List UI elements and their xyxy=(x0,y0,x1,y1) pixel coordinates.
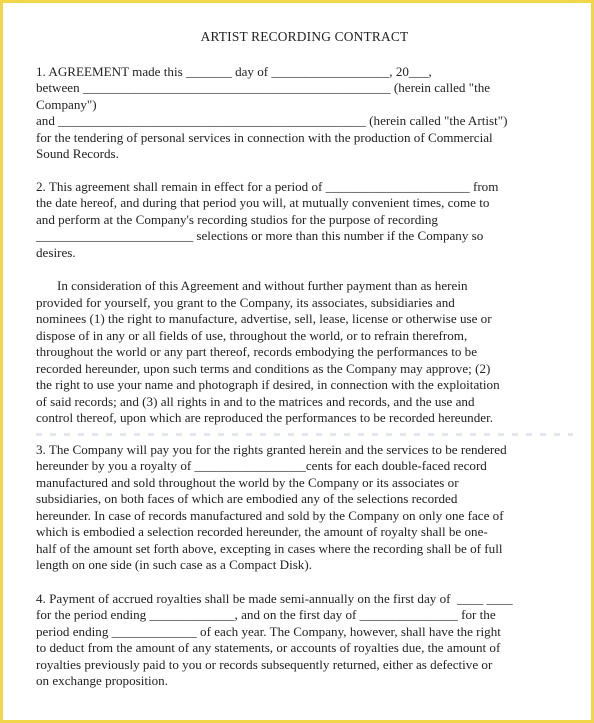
text-line: between _______________________________________________ (herein called "the xyxy=(36,80,491,95)
text-line: half of the amount set forth above, excepting in cases where the recording shall be of full xyxy=(36,540,503,556)
text-line: 4. Payment of accrued royalties shall be made semi-annually on the first day of ____ ____ xyxy=(36,590,513,606)
text-line: to deduct from the amount of any statements, or accounts of royalties due, the amount of xyxy=(36,640,501,655)
text-line: length on one side (in such case as a Compact Disk). xyxy=(36,557,312,572)
scan-artifact-divider xyxy=(36,433,573,436)
text-line: 1. AGREEMENT made this _______ day of __________________, 20___, xyxy=(36,63,432,79)
text-line: the date hereof, and during that period you will, at mutually convenient times, come to xyxy=(36,195,490,210)
text-line: 3. The Company will pay you for the rights granted herein and the services to be rendered xyxy=(36,441,507,457)
section-term xyxy=(36,179,573,262)
document-title: ARTIST RECORDING CONTRACT xyxy=(200,29,409,44)
text-line: and perform at the Company's recording studios for the purpose of recording xyxy=(36,211,438,227)
text-line: control thereof, upon which are reproduced the performances to be recorded hereunder. xyxy=(36,410,493,425)
section-payment xyxy=(36,591,573,690)
text-line: hereunder by you a royalty of _________________cents for each double-faced record xyxy=(36,458,487,473)
text-line: for the tendering of personal services in connection with the production of Commercial xyxy=(36,129,493,145)
text-line: recorded hereunder, upon such terms and conditions as the Company may approve; (2) xyxy=(36,360,491,376)
text-line: and _______________________________________________ (herein called "the Artist") xyxy=(36,113,508,128)
text-line: dispose of in any or all fields of use, throughout the world, or to refrain therefrom, xyxy=(36,327,468,343)
text-line: desires. xyxy=(36,244,76,260)
text-line: on exchange proposition. xyxy=(36,673,168,688)
text-line: In consideration of this Agreement and without further payment than as herein xyxy=(57,278,468,293)
text-line: royalties previously paid to you or records subsequently returned, either as defective or xyxy=(36,656,493,672)
contract-page xyxy=(3,3,591,720)
text-line: provided for yourself, you grant to the Company, its associates, subsidiaries and xyxy=(36,294,455,310)
text-line: subsidiaries, on both faces of which are embodied any of the selections recorded xyxy=(36,491,458,506)
text-line: Company") xyxy=(36,96,97,112)
text-line: of said records; and (3) all rights in and to the matrices and records, and the use and xyxy=(36,393,475,409)
text-line: the right to use your name and photograph if desired, in connection with the exploitation xyxy=(36,377,500,392)
text-line: ________________________ selections or more than this number if the Company so xyxy=(36,228,484,243)
text-line: period ending _____________ of each year. The Company, however, shall have the right xyxy=(36,623,501,639)
text-line: Sound Records. xyxy=(36,146,119,161)
text-line: which is embodied a selection recorded hereunder, the amount of royalty shall be one- xyxy=(36,524,488,539)
section-agreement xyxy=(36,64,573,163)
text-line: throughout the world or any part thereof, records embodying the performances to be xyxy=(36,344,478,359)
text-line: for the period ending _____________, and on the first day of _______________ for the xyxy=(36,607,496,622)
text-line: 2. This agreement shall remain in effect for a period of ______________________ from xyxy=(36,178,499,194)
section-royalty xyxy=(36,442,573,574)
text-line: manufactured and sold throughout the world by the Company or its associates or xyxy=(36,474,459,490)
text-line: hereunder. In case of records manufactured and sold by the Company on only one face of xyxy=(36,507,504,523)
section-consideration xyxy=(36,278,573,427)
text-line: nominees (1) the right to manufacture, advertise, sell, lease, license or otherwise use or xyxy=(36,311,492,326)
